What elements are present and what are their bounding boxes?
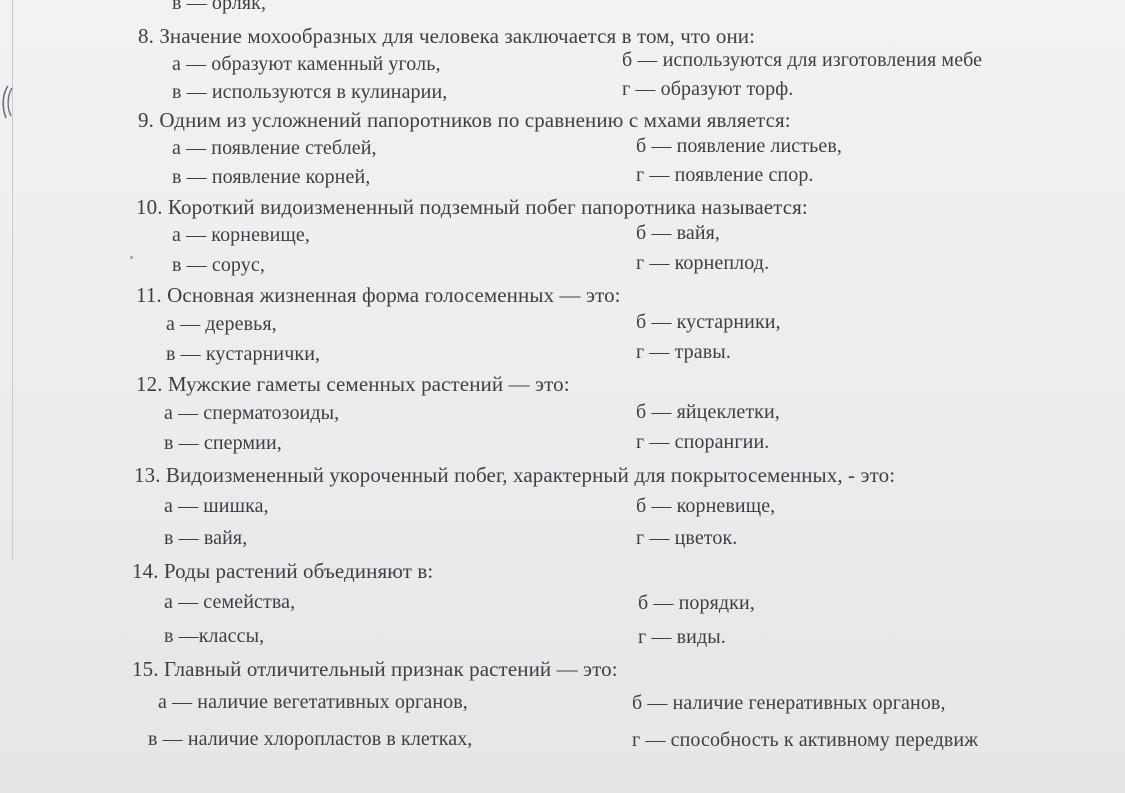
question-number: 14.: [132, 559, 159, 583]
q13-option-g: г — цветок.: [636, 527, 738, 549]
question-text: Мужские гаметы семенных растений — это:: [167, 372, 570, 396]
q13-option-b: б — корневище,: [636, 495, 776, 517]
q9-option-a: а — появление стеблей,: [172, 137, 377, 159]
q15-option-a: а — наличие вегетативных органов,: [158, 691, 468, 713]
q8-option-g: г — образуют торф.: [622, 78, 794, 100]
q8-option-v: в — используются в кулинарии,: [172, 81, 448, 103]
question-11: [136, 283, 621, 307]
question-text: Роды растений объединяют в:: [163, 559, 434, 583]
q12-option-g: г — спорангии.: [636, 431, 770, 453]
question-14: [132, 559, 433, 583]
question-number: 12.: [136, 372, 163, 396]
question-number: 11.: [136, 283, 162, 307]
q11-option-a: а — деревья,: [166, 313, 277, 335]
q9-option-v: в — появление корней,: [172, 166, 371, 188]
q11-option-b: б — кустарники,: [636, 311, 781, 333]
q14-option-v: в —классы,: [164, 625, 265, 647]
question-15: [132, 657, 618, 681]
q10-option-g: г — корнеплод.: [636, 252, 770, 274]
question-number: 10.: [136, 195, 163, 219]
q15-option-b: б — наличие генеративных органов,: [632, 692, 946, 714]
question-text: Видоизмененный укороченный побег, характерный для покрытосеменных, - это:: [165, 463, 896, 487]
question-13: [134, 463, 895, 487]
question-text: Главный отличительный признак растений — это:: [163, 657, 618, 681]
handwritten-bracket-mark: [0, 82, 22, 122]
question-text: Значение мохообразных для человека заключается в том, что они:: [159, 24, 756, 48]
top-fragment-option-v: в — орляк,: [172, 0, 267, 14]
q12-option-b: б — яйцеклетки,: [636, 401, 780, 423]
question-8: [138, 24, 755, 48]
ink-dot: [130, 256, 133, 259]
question-text: Одним из усложнений папоротников по сравнению с мхами является:: [159, 108, 791, 132]
q9-option-b: б — появление листьев,: [636, 135, 842, 157]
q10-option-v: в — сорус,: [172, 254, 265, 276]
q15-option-v: в — наличие хлоропластов в клетках,: [148, 728, 473, 750]
q11-option-g: г — травы.: [636, 341, 731, 363]
q8-option-b: б — используются для изготовления мебе: [622, 49, 983, 71]
q9-option-g: г — появление спор.: [636, 164, 814, 186]
question-12: [136, 372, 570, 396]
q11-option-v: в — кустарнички,: [166, 343, 321, 365]
q13-option-a: а — шишка,: [164, 495, 269, 517]
q14-option-b: б — порядки,: [638, 592, 755, 614]
question-9: [138, 108, 791, 132]
q10-option-b: б — вайя,: [636, 222, 721, 244]
question-number: 8.: [138, 24, 154, 48]
q8-option-a: а — образуют каменный уголь,: [172, 53, 441, 75]
question-number: 13.: [134, 463, 161, 487]
question-number: 9.: [138, 108, 154, 132]
question-text: Основная жизненная форма голосеменных — это:: [167, 283, 621, 307]
q13-option-v: в — вайя,: [164, 527, 248, 549]
question-number: 15.: [132, 657, 159, 681]
q12-option-a: а — сперматозоиды,: [164, 402, 340, 424]
q10-option-a: а — корневище,: [172, 224, 310, 246]
question-text: Короткий видоизмененный подземный побег папоротника называется:: [167, 195, 808, 219]
q14-option-a: а — семейства,: [164, 591, 296, 613]
q15-option-g: г — способность к активному передвиж: [632, 729, 979, 751]
q14-option-g: г — виды.: [638, 626, 726, 648]
q12-option-v: в — спермии,: [164, 432, 282, 454]
question-10: [136, 195, 808, 219]
